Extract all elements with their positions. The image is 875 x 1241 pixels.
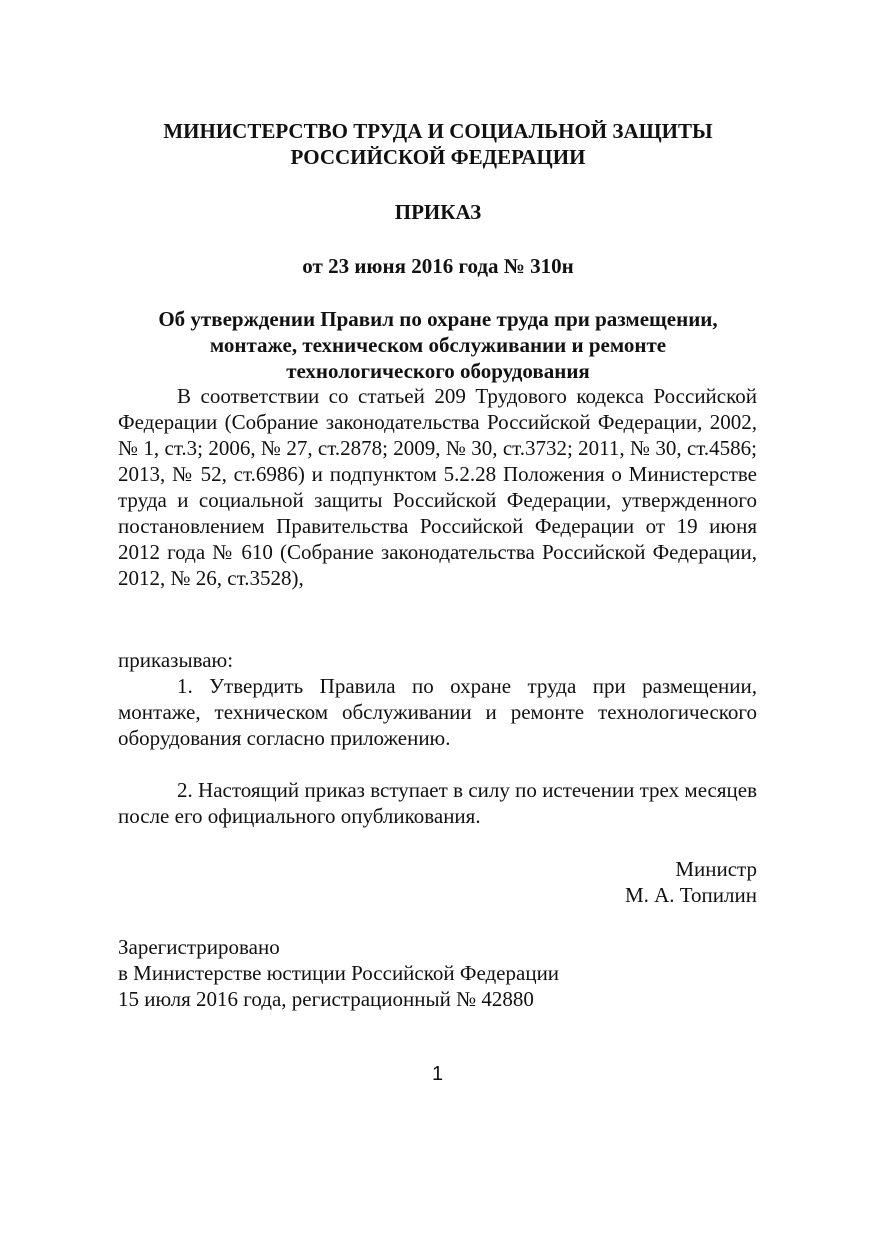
subject-line2: монтаже, техническом обслуживании и ремонте	[209, 333, 667, 357]
subject-line1: Об утверждении Правил по охране труда при размещении,	[158, 307, 718, 331]
ministry-title-line2: РОССИЙСКОЙ ФЕДЕРАЦИИ	[290, 145, 586, 169]
signature-name: М. А. Топилин	[624, 883, 757, 907]
subject-line3: технологического оборудования	[286, 359, 590, 383]
signature-block	[118, 856, 757, 908]
signature-position: Министр	[675, 857, 757, 881]
ministry-title-line1: МИНИСТЕРСТВО ТРУДА И СОЦИАЛЬНОЙ ЗАЩИТЫ	[163, 119, 713, 143]
registration-line3: 15 июля 2016 года, регистрационный № 42880	[118, 987, 534, 1011]
order-word: приказываю:	[118, 648, 234, 672]
order-item-1: 1. Утвердить Правила по охране труда при размещении, монтаже, техническом обслуживании и ремонте технологического оборудования согласно приложению.	[118, 674, 757, 750]
page-number: 1	[431, 1063, 444, 1085]
ministry-title	[118, 118, 758, 170]
registration-block	[118, 934, 757, 1012]
registration-line1: Зарегистрировано	[118, 935, 280, 959]
registration-line2: в Министерстве юстиции Российской Федерации	[118, 961, 560, 985]
document-subject	[118, 306, 758, 384]
order-item-2: 2. Настоящий приказ вступает в силу по истечении трех месяцев после его официального опубликования.	[118, 778, 757, 828]
document-type: ПРИКАЗ	[394, 200, 482, 224]
document-date-number: от 23 июня 2016 года № 310н	[302, 254, 574, 278]
preamble-paragraph: В соответствии со статьей 209 Трудового кодекса Российской Федерации (Собрание законодательства Российской Федерации, 2002, № 1, ст.3; 2006, № 27, ст.2878; 2009, № 30, ст.3732; 2011, № 30, ст.4586; 2013, № 52, ст.6986) и подпунктом 5.2.28 Положения о Министерстве труда и социальной защиты Российской Федерации, утвержденного постановлением Правительства Российской Федерации от 19 июня 2012 года № 610 (Собрание законодательства Российской Федерации, 2012, № 26, ст.3528),	[118, 384, 757, 590]
